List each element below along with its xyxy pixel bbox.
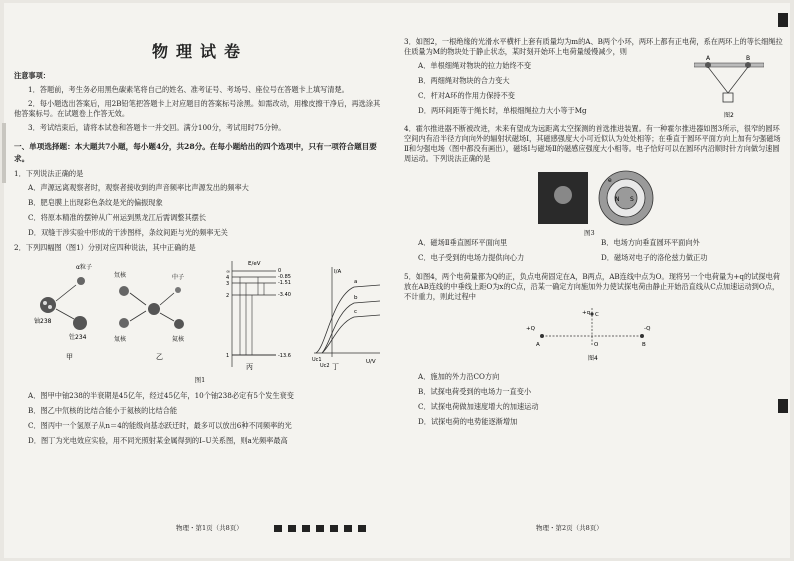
- figure-3-caption: 图3: [584, 229, 595, 237]
- label-point-c: C: [595, 312, 599, 318]
- label-curve-b: b: [354, 295, 358, 301]
- label-ia: I/A: [334, 269, 342, 275]
- label-n1: 1: [226, 353, 230, 359]
- label-e1: -13.6: [278, 353, 291, 359]
- page-1: [14, 3, 386, 451]
- label-uc1: Uc1: [312, 357, 322, 363]
- label-bing: 丙: [246, 363, 253, 371]
- label-uc2: Uc2: [320, 363, 330, 369]
- binding-mark: [778, 13, 788, 27]
- question-4-stem: 4．霍尔推进器不断被改进，未来有望成为远距离太空探测的首选推进装置。有一种霍尔推进器如图3所示，很窄的圆环空间内有沿半径方向向外的辐射状磁场Ⅰ，其磁感强度大小可近似认为处处相等；在垂直于圆环平面方向上加有匀强磁场Ⅱ和匀强电场（图中都没有画出），磁场Ⅰ与磁场Ⅱ的磁感应强度大小相等。电子恰好可以在圆环内沿顺时针方向做匀速圆周运动。下列说法正确的是: [404, 124, 781, 163]
- question-1-stem: 1．下列说法正确的是: [14, 169, 84, 178]
- page-1-footer: [176, 523, 369, 532]
- label-point-o: O: [594, 342, 599, 348]
- question-2-option-c: C．图丙中一个氢原子从n＝4的能级向基态跃迁时，最多可以放出6种不同频率的光: [28, 421, 292, 430]
- figure-4-drawing: [522, 306, 662, 364]
- exam-title: 物理试卷: [151, 42, 248, 61]
- figure-2: [694, 53, 764, 121]
- section-heading: 一、单项选择题：本大题共7小题，每小题4分，共28分。在每小题给出的四个选项中，只有一项符合题目要求。: [14, 142, 377, 163]
- label-alpha: α粒子: [76, 264, 92, 271]
- label-th234: 钍234: [69, 334, 87, 341]
- figure-4: [404, 306, 784, 366]
- label-minus-q: -Q: [644, 326, 651, 332]
- figure-1-drawing: [14, 257, 386, 375]
- figure-3: [404, 168, 784, 238]
- label-jia: 甲: [66, 353, 73, 361]
- question-5-option-a: A．施加的外力沿CO方向: [418, 372, 500, 381]
- label-pole-n: N: [615, 196, 620, 203]
- label-point-a: A: [536, 342, 540, 348]
- question-3-option-d: D．两环间距等于绳长时，单根细绳拉力大小等于Mg: [418, 106, 587, 115]
- label-e4: -0.85: [278, 274, 291, 280]
- label-n3: 3: [226, 281, 230, 287]
- question-1-option-d: D．双缝干涉实验中形成的干涉图样，条纹间距与光的频率无关: [28, 228, 228, 237]
- label-deuteron: 氘核: [114, 272, 127, 279]
- label-point-b: B: [642, 342, 646, 348]
- label-pole-s: S: [630, 196, 634, 203]
- question-2-option-d: D．图丁为光电效应实验，用不同光照射某金属得到的I–U关系图，则a光频率最高: [28, 436, 288, 445]
- notice-item: 1．答题前，考生务必用黑色碳素笔将自己的姓名、准考证号、考场号、座位号在答题卡上填写清楚。: [28, 85, 349, 94]
- question-5-option-c: C．试探电荷做加速度增大的加速运动: [418, 402, 539, 411]
- label-plus-q: +Q: [526, 326, 535, 332]
- figure-1: [14, 257, 386, 375]
- figure-1-caption: 图1: [194, 376, 206, 384]
- label-uv: U/V: [366, 359, 376, 365]
- thruster-ring-diagram: [594, 168, 658, 232]
- page-1-number: 物理・第1页（共8页）: [176, 524, 243, 532]
- label-ring-b: B: [746, 55, 751, 62]
- label-test-charge: +q: [582, 310, 591, 316]
- thruster-photo: [538, 172, 588, 224]
- page-2-number: 物理・第2页（共8页）: [536, 524, 603, 532]
- page-2: [404, 33, 784, 432]
- label-n2: 2: [226, 293, 230, 299]
- notice-heading: 注意事项：: [14, 71, 50, 80]
- question-5-option-d: D．试探电荷的电势能逐渐增加: [418, 417, 518, 426]
- question-1-option-b: B．肥皂膜上出现彩色条纹是光的偏振现象: [28, 198, 163, 207]
- fig-ding-iu-curves: [312, 267, 380, 371]
- question-5-stem: 5．如图4，两个电荷量都为Q的正，负点电荷固定在A，B两点，AB连线中点为O。现将另一个电荷量为+q的试探电荷放在AB连线的中垂线上距O为x的C点，沿某一确定方向施加外力使试探电荷由静止开始沿直线从C点加速运动到O点，不计重力，则此过程中: [404, 272, 780, 301]
- question-3-option-c: C．杆对A环的作用力保持不变: [418, 91, 515, 100]
- fig-jia-decay: [34, 263, 92, 361]
- label-n-inf: ∞: [226, 269, 231, 275]
- question-1-option-c: C．将原本精准的摆钟从广州运到黑龙江后需调整其摆长: [28, 213, 207, 222]
- fig-bing-energy-levels: [226, 261, 291, 371]
- label-electron: e: [608, 177, 612, 184]
- question-2-stem: 2．下列四幅图（图1）分别对应四种说法，其中正确的是: [14, 243, 196, 252]
- notice-item: 3．考试结束后，请将本试卷和答题卡一并交回。满分100分，考试用时75分钟。: [28, 123, 286, 132]
- question-4-options: [418, 238, 784, 268]
- label-e3: -1.51: [278, 280, 291, 286]
- question-4-option-b: B．电场方向垂直圆环平面向外: [601, 238, 700, 247]
- question-2-option-b: B．图乙中氘核的比结合能小于氦核的比结合能: [28, 406, 178, 415]
- exam-sheet: [4, 3, 790, 558]
- notice-item: 2．每小题选出答案后，用2B铅笔把答题卡上对应题目的答案标号涂黑。如需改动，用橡皮擦干净后，再选涂其他答案标号。在试题卷上作答无效。: [14, 99, 381, 118]
- figure-2-caption: 图2: [724, 112, 734, 119]
- question-2-option-a: A．图甲中铀238的半衰期是45亿年，经过45亿年，10个铀238必定有5个发生衰变: [28, 391, 294, 400]
- label-e-inf: 0: [278, 268, 282, 274]
- label-ding: 丁: [332, 363, 339, 371]
- question-4-option-d: D．磁场对电子的洛伦兹力做正功: [601, 253, 708, 262]
- label-triton: 氚核: [114, 336, 127, 343]
- page-2-footer: [536, 523, 603, 532]
- label-u238: 铀238: [34, 318, 52, 325]
- fig-yi-fusion: [114, 271, 185, 361]
- question-3-option-b: B．两细绳对物块的合力变大: [418, 76, 510, 85]
- label-n4: 4: [226, 275, 230, 281]
- label-curve-c: c: [354, 309, 358, 315]
- question-3-option-a: A．单根细绳对物块的拉力始终不变: [418, 61, 532, 70]
- label-e2: -3.40: [278, 292, 291, 298]
- question-5-option-b: B．试探电荷受到的电场力一直变小: [418, 387, 532, 396]
- label-neutron: 中子: [172, 274, 185, 281]
- question-4-option-a: A．磁场Ⅱ垂直圆环平面向里: [418, 238, 508, 247]
- label-en: E/eV: [248, 261, 261, 267]
- label-ring-a: A: [706, 55, 711, 62]
- footer-blocks: [271, 524, 369, 532]
- left-binding-strip: [2, 3, 6, 558]
- label-curve-a: a: [354, 279, 358, 285]
- question-3-stem: 3．如图2，一根绝缘的光滑水平横杆上套有质量均为m的A、B两个小环，两环上都有正电荷，系在两环上的等长细绳拉住质量为M的物块处于静止状态，某时刻开始环上电荷量缓慢减少，则: [404, 37, 783, 56]
- label-helium: 氦核: [172, 336, 185, 343]
- question-4-option-c: C．电子受到的电场力提供向心力: [418, 253, 525, 262]
- figure-4-caption: 图4: [588, 355, 598, 362]
- question-1-option-a: A．声源远离观察者时，观察者接收到的声音频率比声源发出的频率大: [28, 183, 249, 192]
- label-yi: 乙: [156, 353, 163, 361]
